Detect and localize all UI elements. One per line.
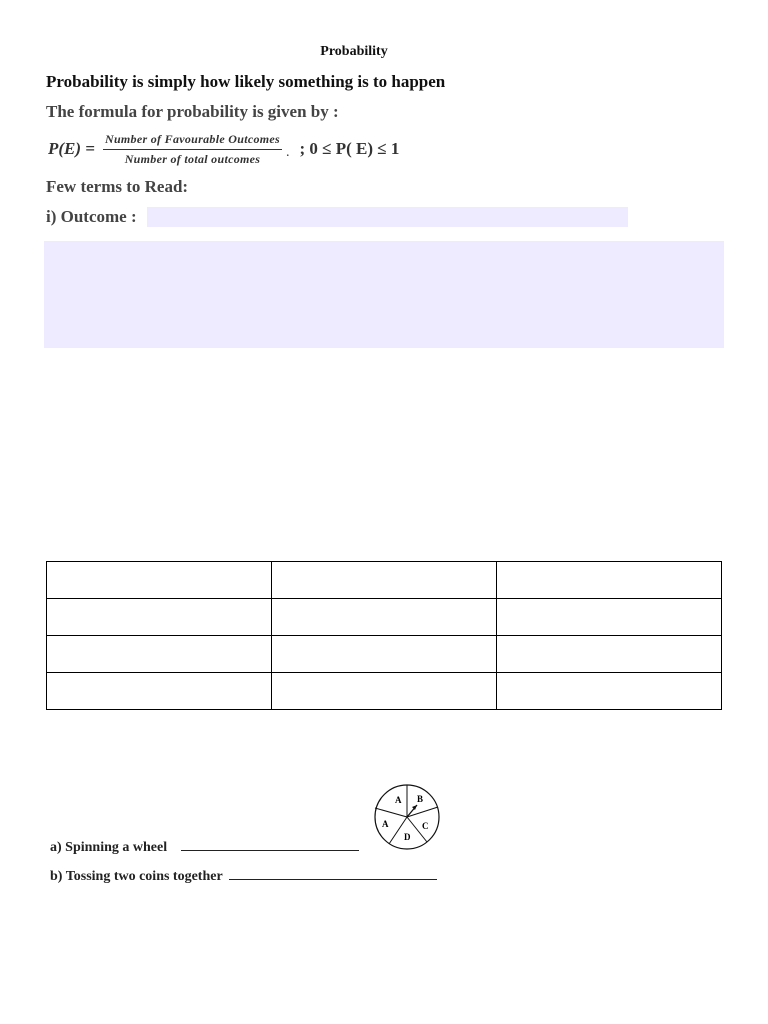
wheel-label-a1: A — [395, 795, 402, 805]
table-cell[interactable] — [272, 673, 497, 710]
table-row — [47, 673, 722, 710]
probability-formula — [48, 131, 399, 167]
page-title: Probability — [320, 44, 388, 59]
outcome-description-field[interactable] — [44, 241, 724, 348]
question-b — [50, 867, 437, 885]
table-cell[interactable] — [497, 636, 722, 673]
table-row — [47, 599, 722, 636]
spinner-wheel-icon — [371, 783, 443, 853]
table-cell[interactable] — [47, 562, 272, 599]
table-cell[interactable] — [497, 599, 722, 636]
question-b-label: b) Tossing two coins together — [50, 869, 223, 884]
question-a — [50, 838, 359, 856]
table-cell[interactable] — [272, 599, 497, 636]
question-a-label: a) Spinning a wheel — [50, 840, 168, 855]
formula-fraction — [103, 132, 282, 167]
outcome-label: i) Outcome : — [46, 207, 137, 226]
table-cell[interactable] — [497, 562, 722, 599]
question-b-answer-blank[interactable] — [229, 867, 437, 880]
formula-dot: . — [286, 145, 290, 160]
wheel-label-d: D — [404, 832, 411, 842]
table-row — [47, 562, 722, 599]
table-cell[interactable] — [47, 673, 272, 710]
table-cell[interactable] — [272, 562, 497, 599]
few-terms-heading: Few terms to Read: — [46, 177, 189, 196]
table-cell[interactable] — [47, 599, 272, 636]
table-cell[interactable] — [47, 636, 272, 673]
formula-lhs: P(E) = — [48, 139, 95, 158]
question-a-answer-blank[interactable] — [181, 838, 359, 851]
formula-numerator: Number of Favourable Outcomes — [103, 132, 282, 150]
formula-denominator: Number of total outcomes — [124, 151, 261, 166]
table-row — [47, 636, 722, 673]
wheel-label-a2: A — [382, 819, 389, 829]
wheel-label-c: C — [422, 821, 429, 831]
table-cell[interactable] — [272, 636, 497, 673]
blank-table — [46, 561, 722, 710]
outcome-answer-field[interactable] — [147, 207, 628, 227]
formula-lead-text: The formula for probability is given by : — [46, 102, 339, 121]
table-cell[interactable] — [497, 673, 722, 710]
intro-text: Probability is simply how likely something is to happen — [46, 72, 446, 91]
formula-range: ; 0 ≤ P( E) ≤ 1 — [299, 139, 400, 158]
wheel-label-b: B — [417, 794, 424, 804]
